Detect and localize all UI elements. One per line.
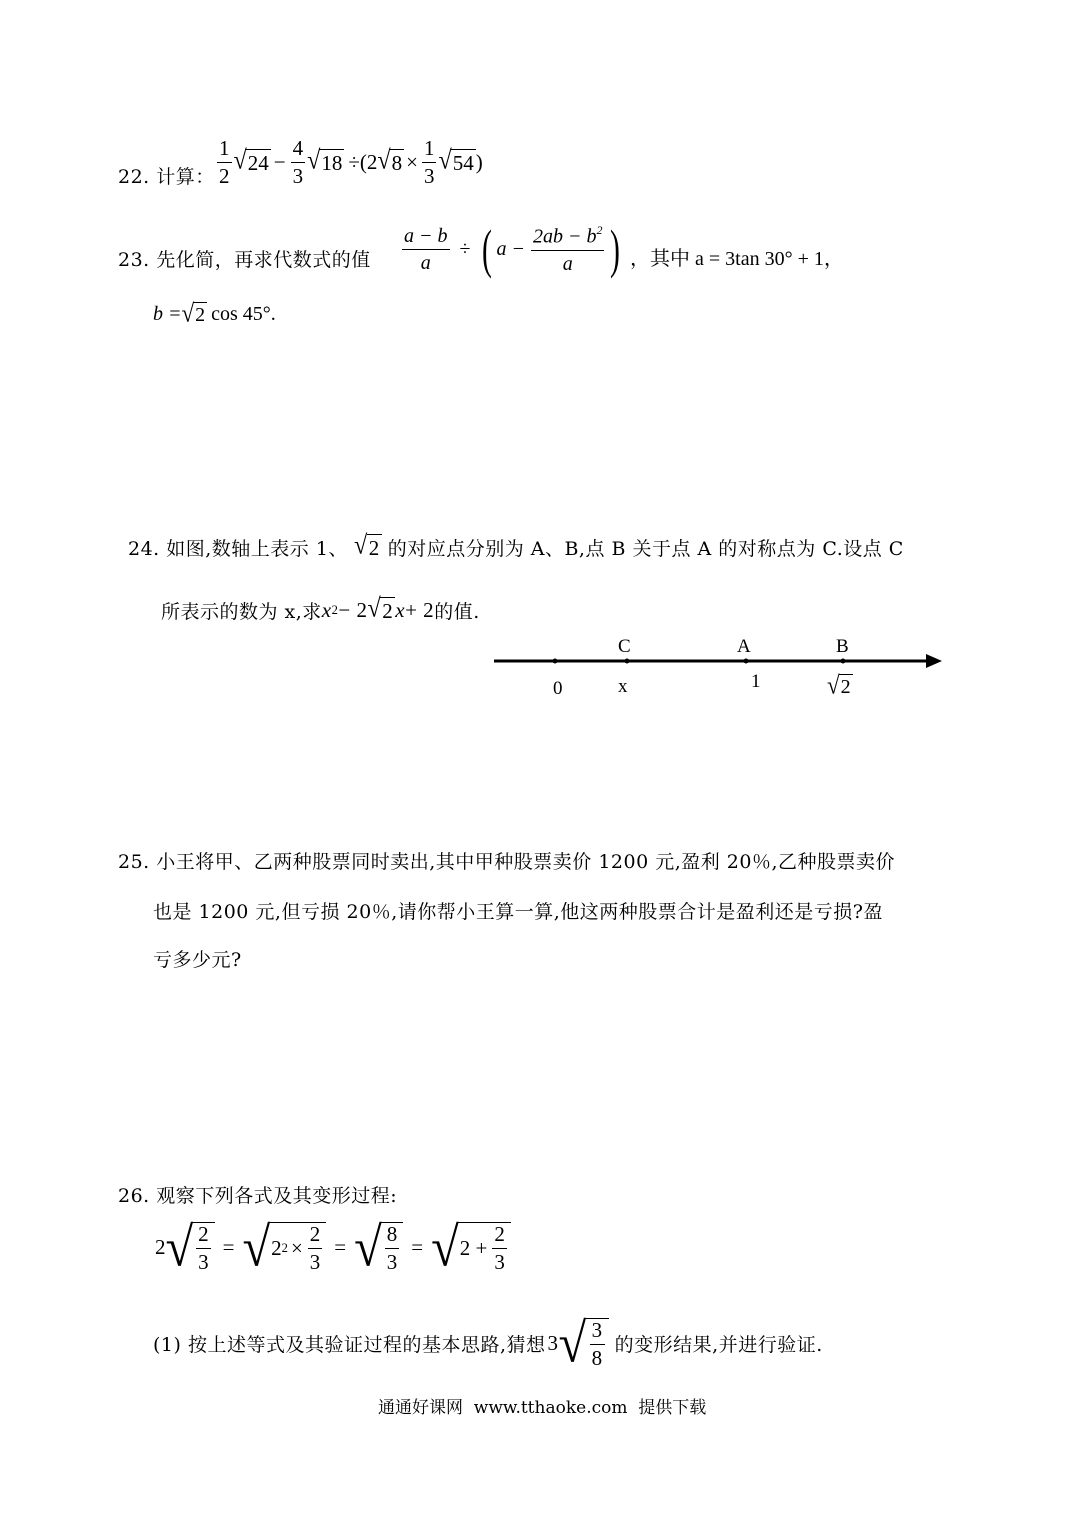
- q22-sqrt-8: √ 8: [377, 145, 403, 176]
- value-label-one: 1: [751, 671, 761, 692]
- point-label-a: A: [737, 636, 751, 657]
- q23-expression: $\frac{a - b}{a}$ ÷ ( a − $\frac{2ab - b^2}{a}$ ): [404, 219, 621, 279]
- q22-fraction-3: $\frac{1}{3}$: [423, 136, 435, 188]
- q25-line-2: 也是 1200 元,但亏损 20％,请你帮小王算一算,他这两种股票合计是盈利还是亏损?盈: [153, 901, 883, 923]
- value-label-sqrt2: √ 2: [827, 671, 851, 700]
- q25-line-1: 25. 小王将甲、乙两种股票同时卖出,其中甲种股票卖价 1200 元,盈利 20％,乙种股票卖价: [118, 851, 896, 873]
- point-label-b: B: [836, 636, 849, 657]
- q22-sqrt-54: √ 54: [438, 145, 474, 176]
- point-label-c: C: [618, 636, 631, 657]
- q22-sqrt-24: √ 24: [233, 145, 269, 176]
- q26-identity: 2 √ $\frac{2}{3}$ = √ 2 2 × $\frac{2}{3}$ = √ $\frac{8}{3}$ = √ 2 + $\frac{2}{3}$: [155, 1222, 511, 1273]
- q22-label: 22. 计算：: [118, 166, 215, 188]
- q22-fraction-2: $\frac{4}{3}$: [292, 136, 304, 188]
- q23-condition-b: b = √ 2 cos 45°.: [153, 299, 276, 328]
- q23-condition-a: ，其中 a = 3tan 30° + 1，: [630, 248, 844, 270]
- tick-b: [841, 659, 846, 664]
- q24-line-1: 24. 如图,数轴上表示 1、 √ 2 的对应点分别为 A、B,点 B 关于点 A 的对称点为 C.设点 C: [128, 530, 904, 561]
- number-line-arrow: [926, 654, 942, 668]
- value-label-zero: 0: [553, 678, 563, 699]
- q23-label: 23. 先化简，再求代数式的值: [118, 249, 371, 271]
- value-label-x: x: [618, 676, 628, 697]
- q23-fraction-1: $\frac{a - b}{a}$: [404, 224, 448, 274]
- q23-left-paren: (: [482, 219, 493, 279]
- q22-expression: $\frac{1}{2}$ √ 24 − $\frac{4}{3}$ √ 18 ÷(2 √ 8 × $\frac{1}{3}$ √ 54 ): [219, 136, 483, 188]
- tick-zero: [553, 659, 558, 664]
- q22-fraction-1: $\frac{1}{2}$: [219, 136, 230, 188]
- footer: 通通好课网 www.tthaoke.com 提供下载: [378, 1398, 707, 1418]
- q26-label: 26. 观察下列各式及其变形过程:: [118, 1185, 398, 1207]
- tick-a: [744, 659, 749, 664]
- q26-part-1: (1) 按上述等式及其验证过程的基本思路,猜想 3 √ $\frac{3}{8}$ 的变形结果,并进行验证.: [153, 1312, 823, 1374]
- q25-line-3: 亏多少元?: [153, 949, 242, 971]
- q23-right-paren: ): [610, 219, 621, 279]
- tick-c: [625, 659, 630, 664]
- q24-line-2: 所表示的数为 x,求 x 2 − 2 √ 2 x + 2 的值.: [161, 593, 480, 624]
- q22-sqrt-18: √ 18: [307, 145, 343, 176]
- q23-fraction-2: $\frac{2ab - b^2}{a}$: [532, 223, 603, 275]
